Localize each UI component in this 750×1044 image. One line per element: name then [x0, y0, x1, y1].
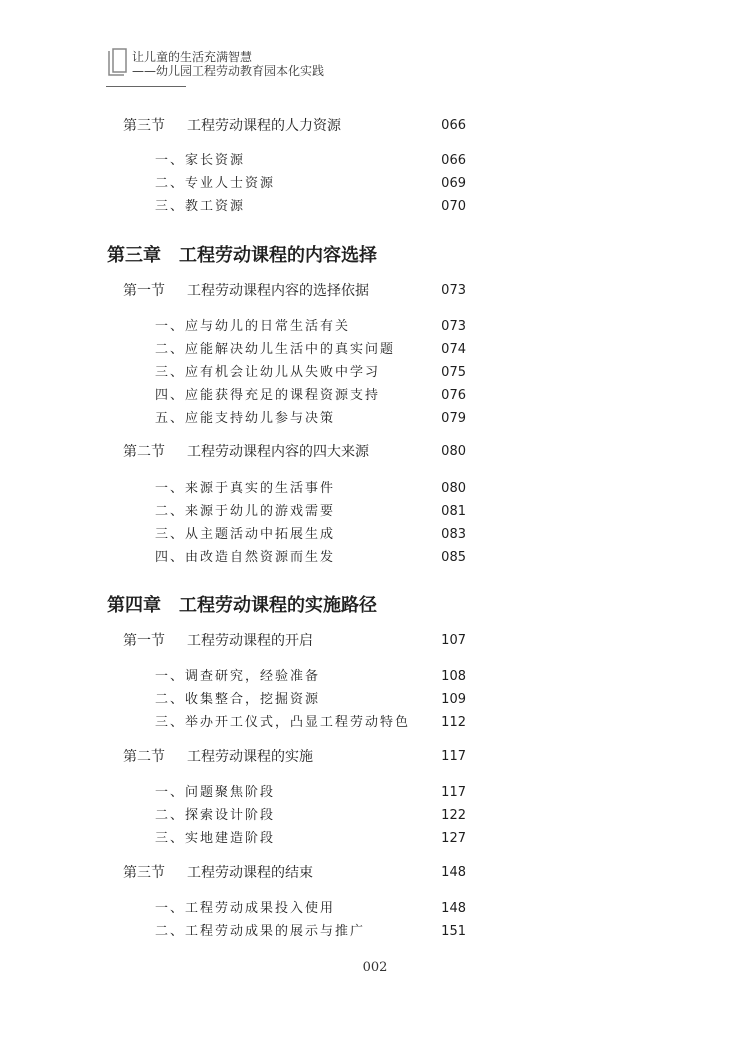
- page-number: 127: [441, 831, 466, 846]
- toc-section-4-3[interactable]: [123, 863, 466, 883]
- item-title: 一、家长资源: [155, 153, 246, 168]
- toc-chapter-3[interactable]: [107, 244, 377, 268]
- toc-item[interactable]: [155, 548, 466, 568]
- page-number: 075: [441, 365, 466, 380]
- chapter-title: 工程劳动课程的内容选择: [179, 245, 377, 266]
- item-title: 五、应能支持幼儿参与决策: [155, 411, 336, 426]
- toc-section-3-2[interactable]: [123, 442, 466, 462]
- toc-item[interactable]: [155, 386, 466, 406]
- page-number: 107: [441, 633, 466, 648]
- section-label: 第二节: [123, 749, 165, 765]
- page-number: 148: [441, 901, 466, 916]
- header-line-2: ——幼儿园工程劳动教育园本化实践: [132, 64, 325, 78]
- page-number: 112: [441, 715, 466, 730]
- page-number: 074: [441, 342, 466, 357]
- item-title: 二、应能解决幼儿生活中的真实问题: [155, 342, 396, 357]
- item-title: 三、举办开工仪式，凸显工程劳动特色: [155, 715, 411, 730]
- item-title: 二、探索设计阶段: [155, 808, 276, 823]
- section-title: 工程劳动课程的实施: [187, 749, 313, 765]
- page-number: 079: [441, 411, 466, 426]
- chapter-label: 第四章: [107, 595, 161, 616]
- chapter-title: 工程劳动课程的实施路径: [179, 595, 377, 616]
- toc-item[interactable]: [155, 363, 466, 383]
- page-number: 117: [441, 785, 466, 800]
- toc-section-4-1[interactable]: [123, 631, 466, 651]
- item-title: 三、实地建造阶段: [155, 831, 276, 846]
- toc-item[interactable]: [155, 806, 466, 826]
- page-number: 073: [441, 319, 466, 334]
- page-number: 108: [441, 669, 466, 684]
- section-label: 第二节: [123, 444, 165, 460]
- item-title: 一、工程劳动成果投入使用: [155, 901, 336, 916]
- page-number: 066: [441, 153, 466, 168]
- item-title: 二、工程劳动成果的展示与推广: [155, 924, 366, 939]
- item-title: 二、专业人士资源: [155, 176, 276, 191]
- item-title: 一、问题聚焦阶段: [155, 785, 276, 800]
- page-number: 069: [441, 176, 466, 191]
- toc-item[interactable]: [155, 667, 466, 687]
- chapter-label: 第三章: [107, 245, 161, 266]
- toc-item[interactable]: [155, 340, 466, 360]
- section-title: 工程劳动课程的开启: [187, 633, 313, 649]
- item-title: 四、应能获得充足的课程资源支持: [155, 388, 381, 403]
- toc-item[interactable]: [155, 690, 466, 710]
- toc-item[interactable]: [155, 713, 466, 733]
- toc-item[interactable]: [155, 829, 466, 849]
- toc-item[interactable]: [155, 783, 466, 803]
- section-title: 工程劳动课程的结束: [187, 865, 313, 881]
- page-number: 151: [441, 924, 466, 939]
- toc-item[interactable]: [155, 899, 466, 919]
- section-title: 工程劳动课程内容的四大来源: [187, 444, 369, 460]
- toc-item[interactable]: [155, 502, 466, 522]
- toc-item[interactable]: [155, 525, 466, 545]
- page-number: 070: [441, 199, 466, 214]
- item-title: 一、应与幼儿的日常生活有关: [155, 319, 351, 334]
- item-title: 四、由改造自然资源而生发: [155, 550, 336, 565]
- toc-item[interactable]: [155, 197, 466, 217]
- toc-item[interactable]: [155, 479, 466, 499]
- item-title: 二、来源于幼儿的游戏需要: [155, 504, 336, 519]
- page-number: 081: [441, 504, 466, 519]
- toc-item[interactable]: [155, 922, 466, 942]
- item-title: 一、来源于真实的生活事件: [155, 481, 336, 496]
- section-title: 工程劳动课程的人力资源: [187, 118, 341, 134]
- toc-item[interactable]: [155, 151, 466, 171]
- item-title: 一、调查研究，经验准备: [155, 669, 321, 684]
- page-number: 117: [441, 749, 466, 764]
- section-title: 工程劳动课程内容的选择依据: [187, 283, 369, 299]
- page-number: 109: [441, 692, 466, 707]
- section-label: 第一节: [123, 633, 165, 649]
- page-number: 148: [441, 865, 466, 880]
- header-line-1: 让儿童的生活充满智慧: [132, 50, 253, 64]
- toc-section-3-3[interactable]: [123, 116, 466, 136]
- toc-chapter-4[interactable]: [107, 594, 377, 618]
- page-number: 122: [441, 808, 466, 823]
- item-title: 三、教工资源: [155, 199, 246, 214]
- toc-item[interactable]: [155, 317, 466, 337]
- page-number: 066: [441, 118, 466, 133]
- page-number: 085: [441, 550, 466, 565]
- section-label: 第一节: [123, 283, 165, 299]
- page-number: 073: [441, 283, 466, 298]
- page-number: 080: [441, 444, 466, 459]
- item-title: 二、收集整合，挖掘资源: [155, 692, 321, 707]
- page-number: 083: [441, 527, 466, 542]
- section-label: 第三节: [123, 865, 165, 881]
- item-title: 三、应有机会让幼儿从失败中学习: [155, 365, 381, 380]
- toc-item[interactable]: [155, 409, 466, 429]
- page-number: 080: [441, 481, 466, 496]
- toc-item[interactable]: [155, 174, 466, 194]
- section-label: 第三节: [123, 118, 165, 134]
- item-title: 三、从主题活动中拓展生成: [155, 527, 336, 542]
- toc-section-4-2[interactable]: [123, 747, 466, 767]
- page-number: 076: [441, 388, 466, 403]
- page-number-footer: 002: [362, 960, 388, 975]
- toc-section-3-1[interactable]: [123, 281, 466, 301]
